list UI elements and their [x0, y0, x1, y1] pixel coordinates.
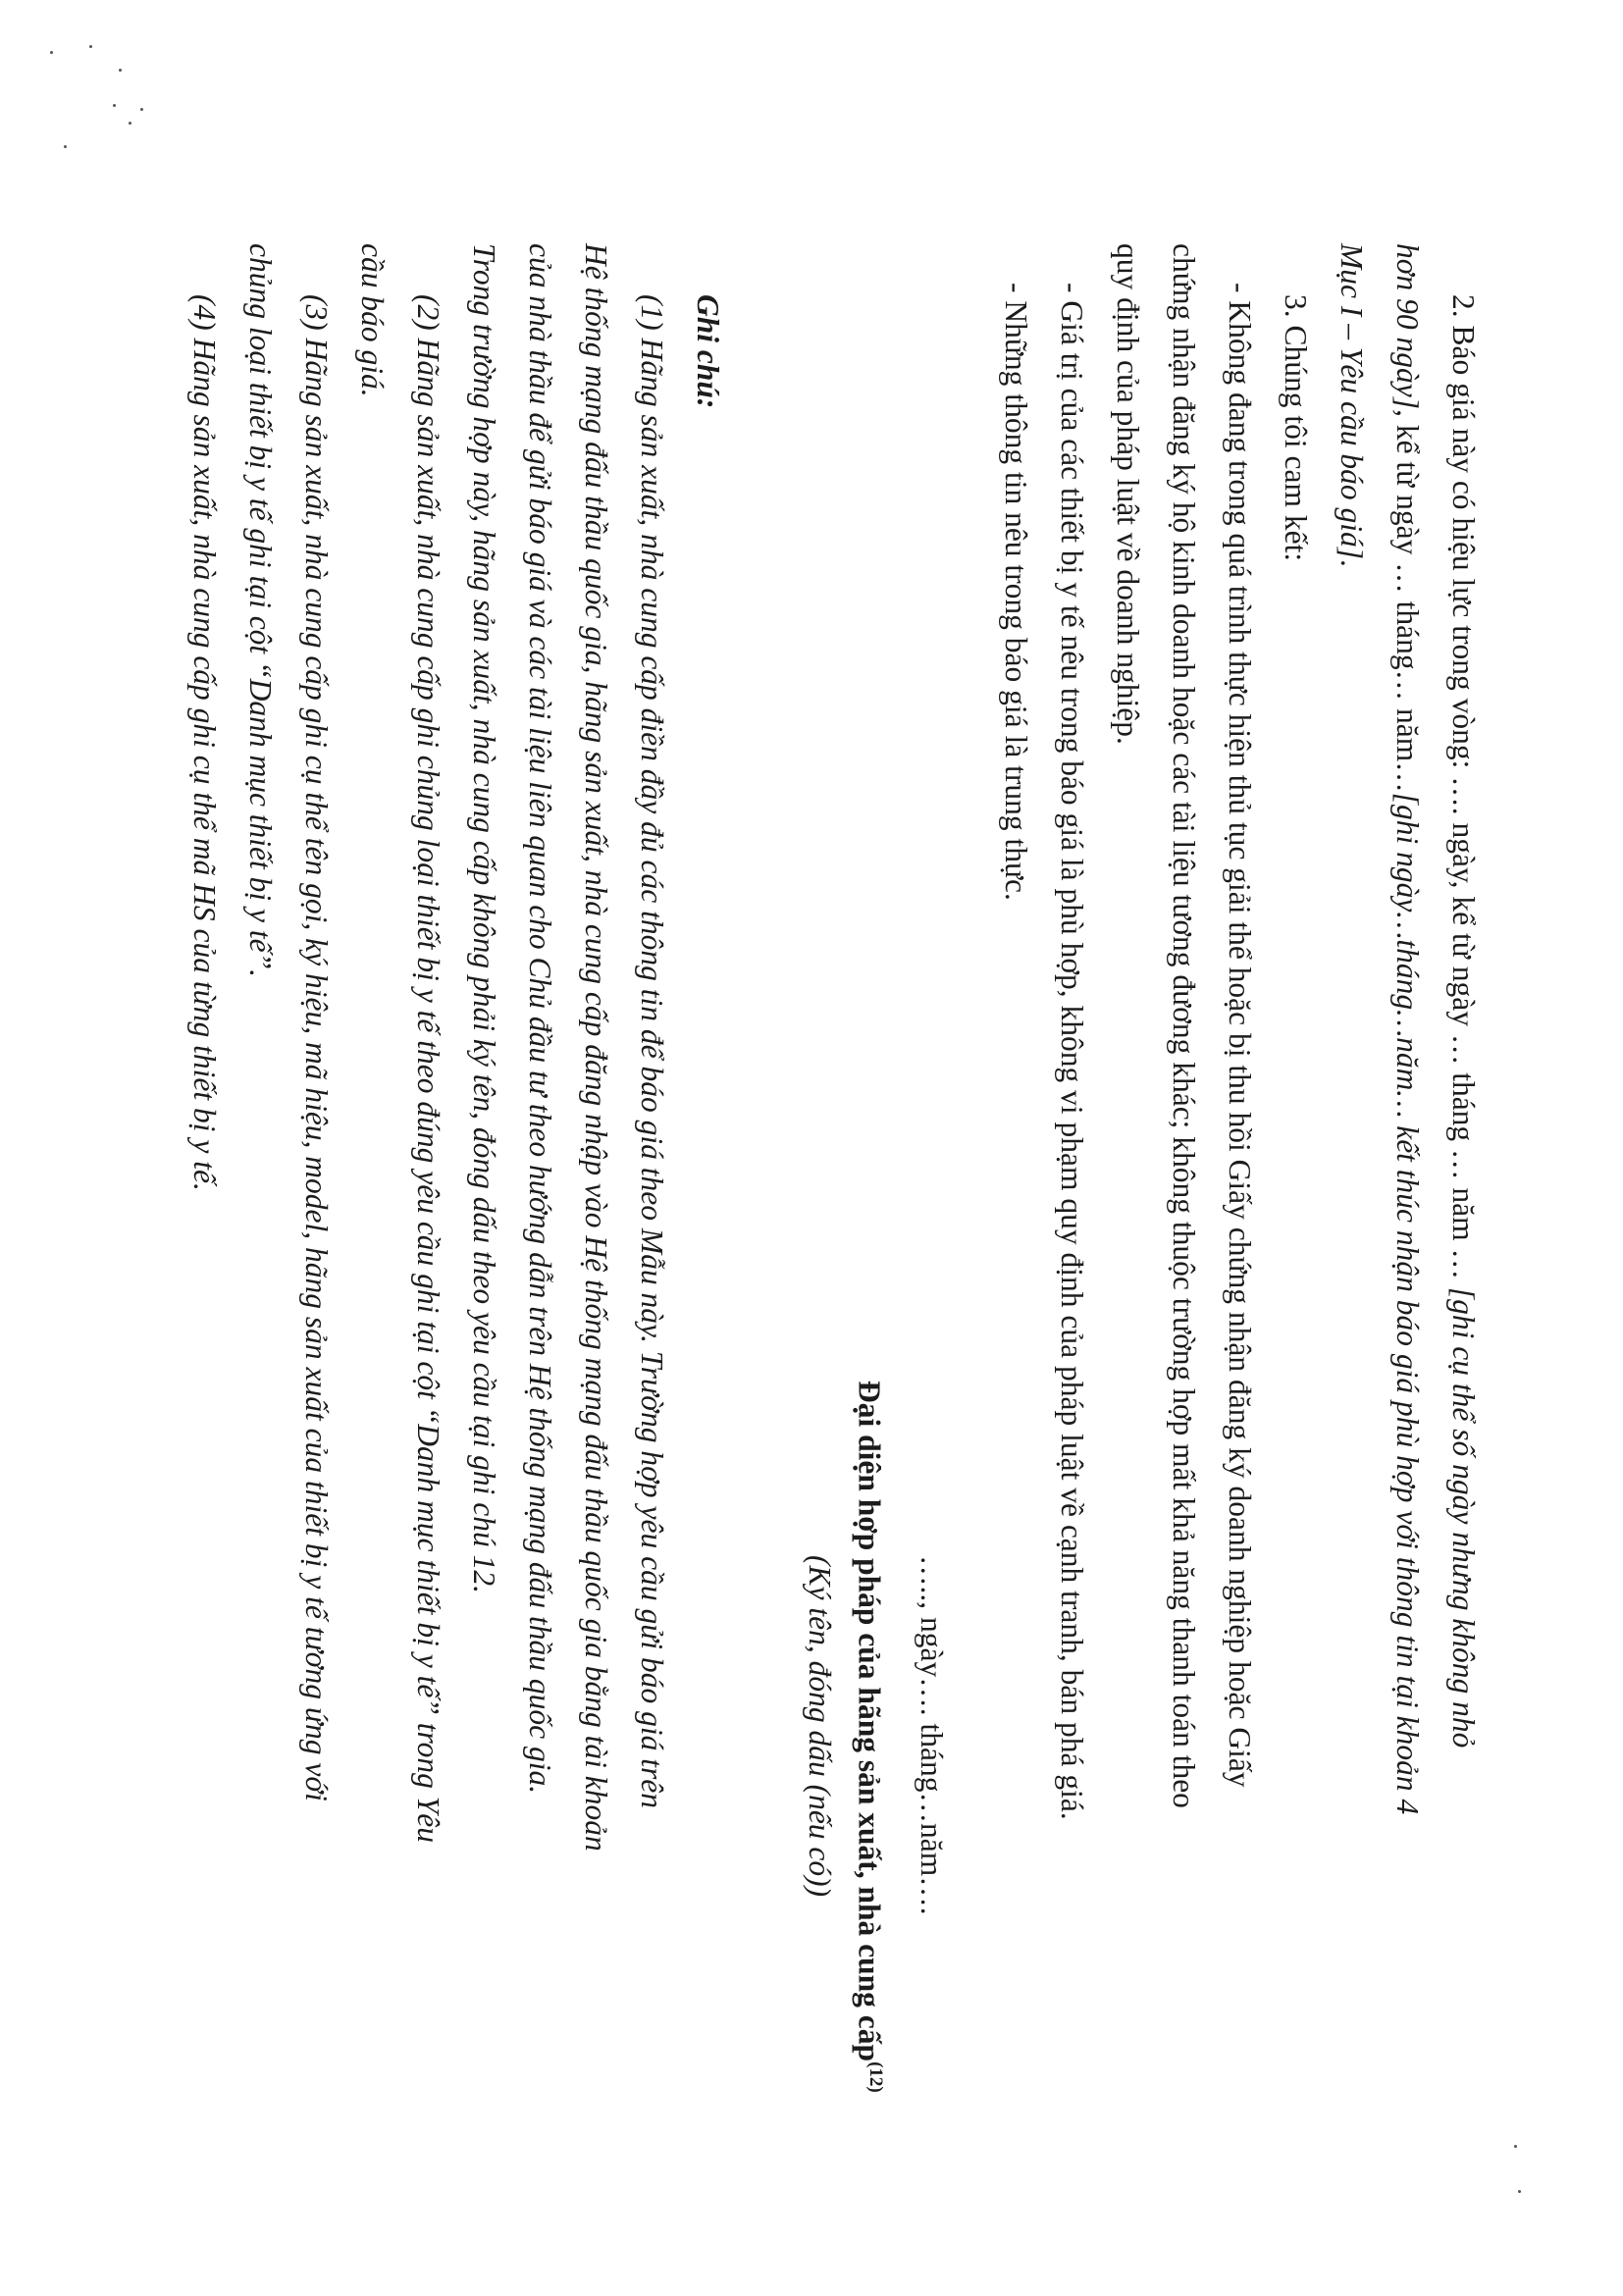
commitment-item-1-line-1: - Không đang trong quá trình thực hiện thủ tục giải thể hoặc bị thu hồi Giấy chứng nhận đăng ký doanh nghiệp hoặc Giấy — [1223, 283, 1257, 1788]
note-4: (4) Hãng sản xuất, nhà cung cấp ghi cụ thể mã HS của từng thiết bị y tế. — [187, 294, 222, 1191]
validity-note: [ghi cụ thể số ngày nhưng không nhỏ — [1446, 1286, 1481, 1748]
validity-text-3: . — [1335, 558, 1369, 567]
validity-note-3: Mục I – Yêu cầu báo giá] — [1335, 243, 1369, 559]
validity-line-3 — [1333, 243, 1370, 567]
scan-speck — [1514, 2145, 1517, 2148]
commitments-heading: 3. Chúng tôi cam kết: — [1279, 294, 1313, 562]
scan-speck — [129, 122, 131, 125]
commitment-item-3: - Những thông tin nêu trong báo giá là trung thực. — [999, 283, 1033, 901]
note-1-line-3: của nhà thầu để gửi báo giá và các tài liệu liên quan cho Chủ đầu tư theo hướng dẫn trên Hệ thống mạng đấu thầu quốc gia. — [523, 243, 557, 1795]
signature-subtitle: (Ký tên, đóng dấu (nếu có)) — [803, 1555, 837, 1898]
validity-line-2 — [1388, 243, 1426, 1814]
signature-title-superscript: (12) — [865, 2061, 886, 2093]
commitment-item-1-line-3: quy định của pháp luật về doanh nghiệp. — [1111, 243, 1145, 745]
signature-date: ….., ngày…. tháng…năm…. — [915, 1555, 949, 1915]
note-1-line-2: Hệ thống mạng đấu thầu quốc gia, hãng sản xuất, nhà cung cấp đăng nhập vào Hệ thống mạng đấu thầu quốc gia bằng tài khoản — [579, 243, 613, 1852]
note-1-line-1: (1) Hãng sản xuất, nhà cung cấp điền đầy đủ các thông tin để báo giá theo Mẫu này. Trường hợp yêu cầu gửi báo giá trên — [635, 294, 669, 1809]
scan-speck — [113, 104, 116, 107]
validity-text: 2. Báo giá này có hiệu lực trong vòng: …. ngày, kể từ ngày … tháng … năm … — [1446, 294, 1481, 1287]
notes-heading: Ghi chú: — [691, 294, 725, 409]
commitment-item-2: - Giá trị của các thiết bị y tế nêu trong báo giá là phù hợp, không vi phạm quy định của pháp luật về cạnh tranh, bán phá giá. — [1055, 283, 1089, 1820]
note-1-line-4: Trong trường hợp này, hãng sản xuất, nhà cung cấp không phải ký tên, đóng dấu theo yêu cầu tại ghi chú 12. — [467, 243, 501, 1593]
scan-speck — [140, 108, 143, 111]
note-3-line-2: chủng loại thiết bị y tế ghi tại cột “Danh mục thiết bị y tế”. — [243, 243, 278, 978]
validity-note-2a: hơn 90 ngày] — [1390, 243, 1425, 410]
scan-speck — [89, 45, 92, 48]
validity-line-1 — [1444, 294, 1482, 1748]
signature-title — [851, 1381, 895, 2093]
validity-text-2: , kể từ ngày … tháng… năm… — [1390, 409, 1425, 793]
note-2-line-1: (2) Hãng sản xuất, nhà cung cấp ghi chủng loại thiết bị y tế theo đúng yêu cầu ghi tại cột “Danh mục thiết bị y tế” trong Yêu — [411, 294, 445, 1843]
scan-speck — [119, 69, 122, 72]
scan-speck — [50, 51, 53, 54]
scan-speck — [1518, 2190, 1521, 2193]
scan-speck — [64, 145, 67, 148]
note-3-line-1: (3) Hãng sản xuất, nhà cung cấp ghi cụ thể tên gọi, ký hiệu, mã hiệu, model, hãng sản xuất của thiết bị y tế tương ứng với — [299, 294, 334, 1801]
signature-title-text: Đại diện hợp pháp của hãng sản xuất, nhà cung cấp — [852, 1381, 887, 2062]
commitment-item-1-line-2: chứng nhận đăng ký hộ kinh doanh hoặc các tài liệu tương đương khác; không thuộc trường hợp mất khả năng thanh toán theo — [1167, 243, 1201, 1808]
note-2-line-2: cầu báo giá. — [355, 243, 390, 397]
validity-note-2b: [ghi ngày…tháng…năm… kết thúc nhận báo giá phù hợp với thông tin tại khoản 4 — [1390, 792, 1425, 1815]
